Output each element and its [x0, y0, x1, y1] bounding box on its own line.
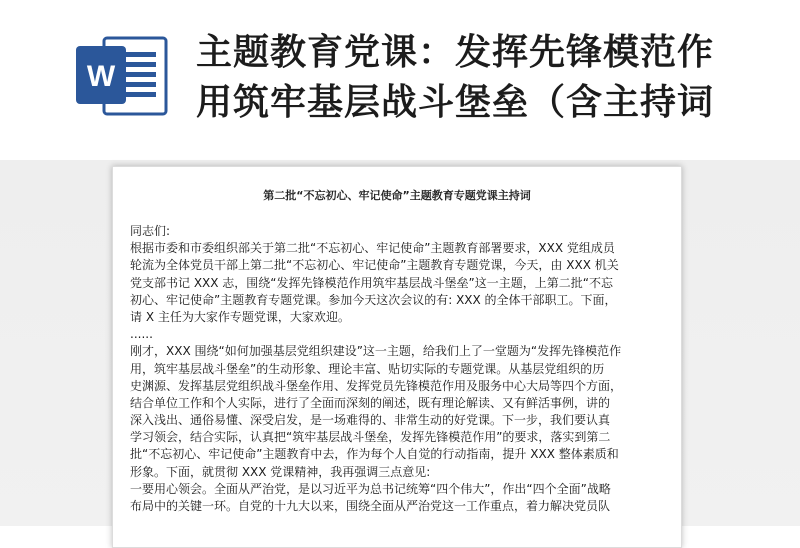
- body-line: 学习领会，结合实际，认真把“筑牢基层战斗堡垒，发挥先锋模范作用”的要求，落实到第二: [130, 430, 611, 445]
- body-line: 刚才，XXX 围绕“如何加强基层党组织建设”这一主题，给我们上了一堂题为“发挥先锋模范作: [130, 344, 622, 359]
- header: [0, 0, 800, 160]
- body-line: 用，筑牢基层战斗堡垒”的生动形象、理论丰富、贴切实际的专题党课。从基层党组织的历: [130, 361, 605, 376]
- page-title: [196, 28, 792, 128]
- body-line: 形象。下面，就贯彻 XXX 党课精神，我再强调三点意见:: [130, 464, 431, 479]
- body-line: ......: [130, 327, 153, 342]
- document-heading: 第二批“不忘初心、牢记使命”主题教育专题党课主持词: [263, 189, 531, 202]
- body-line: 结合单位工作和个人实际，进行了全面而深刻的阐述，既有理论解读、又有鲜活事例，讲的: [130, 395, 611, 410]
- title-line: 主题教育党课：发挥先锋模范作: [196, 32, 715, 73]
- document-page: [112, 166, 682, 548]
- body-line: 根据市委和市委组织部关于第二批“不忘初心、牢记使命”主题教育部署要求，XXX 党组成员: [130, 241, 615, 256]
- body-line: 一要用心领会。全面从严治党，是以习近平为总书记统筹“四个伟大”，作出“四个全面”战略: [130, 481, 611, 496]
- body-line: 党支部书记 XXX 志，围绕“发挥先锋模范作用筑牢基层战斗堡垒”这一主题，上第二批“不忘: [130, 275, 613, 290]
- word-document-icon: [74, 34, 170, 118]
- body-line: 请 X 主任为大家作专题党课，大家欢迎。: [130, 309, 350, 324]
- document-body: [130, 223, 670, 515]
- title-line: 用筑牢基层战斗堡垒（含主持词: [196, 82, 715, 123]
- body-line: 深入浅出、通俗易懂、深受启发，是一场难得的、非常生动的好党课。下一步，我们要认真: [130, 413, 611, 428]
- word-icon-letter: W: [86, 60, 116, 93]
- body-line: 批“不忘初心、牢记使命”主题教育中去，作为每个人自觉的行动指南，提升 XXX 整体素质和: [130, 447, 619, 462]
- body-line: 初心、牢记使命”主题教育专题党课。参加今天这次会议的有: XXX 的全体干部职工。下面，: [130, 292, 617, 307]
- body-line: 轮流为全体党员干部上第二批“不忘初心、牢记使命”主题教育专题党课，今天，由 XXX 机关: [130, 258, 619, 273]
- body-line: 史渊源、发挥基层党组织战斗堡垒作用、发挥党员先锋模范作用及服务中心大局等四个方面，: [130, 378, 623, 393]
- body-line: 同志们:: [130, 224, 171, 238]
- body-line: 布局中的关键一环。自党的十九大以来，围绕全面从严治党这一工作重点，着力解决党员队: [130, 499, 611, 513]
